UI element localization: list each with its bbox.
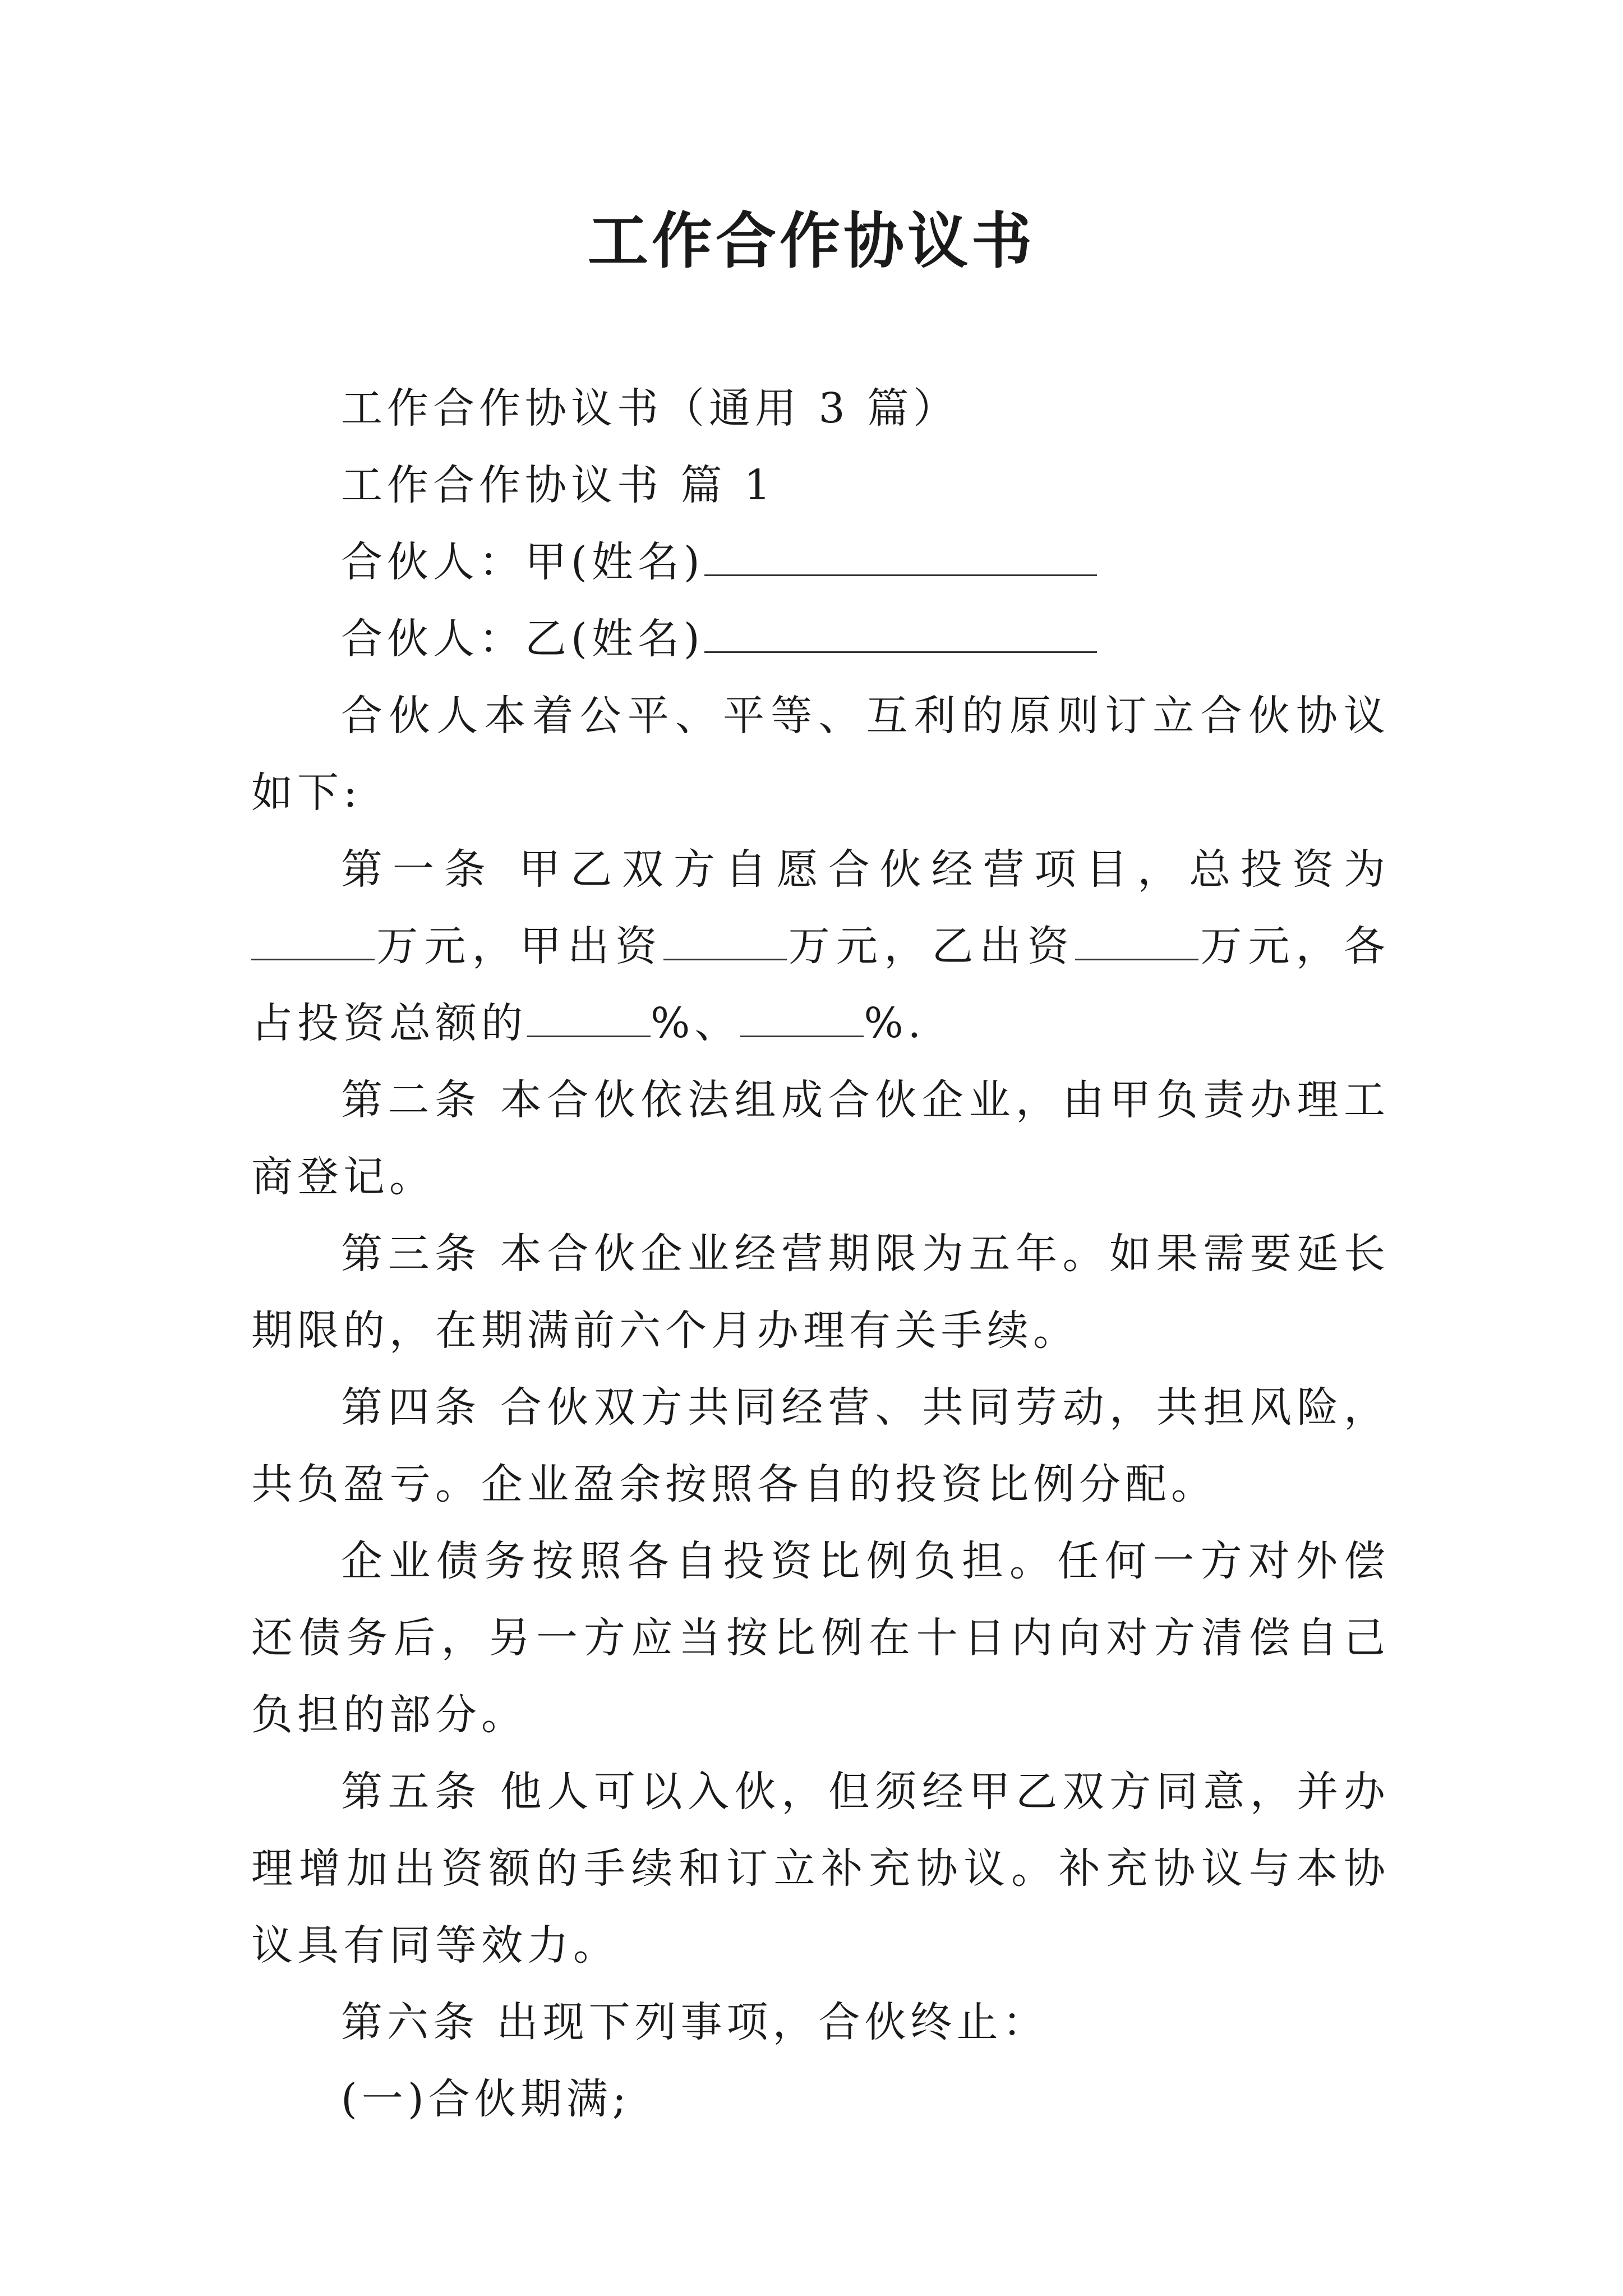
article-3-paragraph: 第三条 本合伙企业经营期限为五年。如果需要延长期限的，在期满前六个月办理有关手续。 [251, 1230, 1390, 1355]
party-b-share-blank [740, 1002, 864, 1037]
article-2-paragraph: 第二条 本合伙依法组成合伙企业，由甲负责办理工商登记。 [251, 1076, 1390, 1201]
document-title: 工作合作协议书 [587, 206, 1035, 277]
article-5-paragraph: 第五条 他人可以入伙，但须经甲乙双方同意，并办理增加出资额的手续和订立补充协议。补充协议与本协议具有同等效力。 [251, 1768, 1390, 1970]
article-4-paragraph: 第四条 合伙双方共同经营、共同劳动，共担风险，共负盈亏。企业盈余按照各自的投资比例分配。 [251, 1383, 1390, 1508]
chapter-text: 工作合作协议书 篇 1 [341, 461, 776, 509]
partner-a-blank [704, 541, 1097, 576]
article-1-text-c: 万元，乙出资 [786, 922, 1076, 970]
document-body [251, 370, 1390, 2138]
party-b-investment-blank [1075, 925, 1198, 960]
article-6-paragraph: 第六条 出现下列事项，合伙终止： [341, 1998, 1049, 2046]
intro-paragraph [251, 678, 1390, 831]
subtitle-text: 工作合作协议书（通用 3 篇） [341, 384, 960, 432]
party-a-share-blank [527, 1002, 651, 1037]
partner-b-blank [704, 618, 1097, 653]
total-investment-blank [251, 925, 375, 960]
partner-a-label: 合伙人：甲(姓名) [341, 538, 704, 586]
partner-a-line [251, 524, 1390, 601]
partner-b-line [251, 601, 1390, 678]
article-1-text-d: 万元，各占投资总额的 [251, 922, 1390, 1047]
debt-paragraph: 企业债务按照各自投资比例负担。任何一方对外偿还债务后，另一方应当按比例在十日内向对方清偿自己负担的部分。 [251, 1537, 1390, 1739]
article-1-text-f: %. [864, 999, 926, 1047]
partner-b-label: 合伙人：乙(姓名) [341, 615, 704, 663]
chapter-heading [251, 447, 1390, 524]
party-a-investment-blank [663, 925, 787, 960]
article-1-paragraph [251, 831, 1390, 1062]
article-1-text-e: %、 [651, 999, 741, 1047]
article-6-item-1: (一)合伙期满; [341, 2075, 631, 2123]
article-1-text-a: 第一条 甲乙双方自愿合伙经营项目，总投资为 [341, 845, 1390, 894]
subtitle-paragraph [251, 370, 1390, 447]
article-1-text-b: 万元，甲出资 [375, 922, 663, 970]
intro-text: 合伙人本着公平、平等、互利的原则订立合伙协议如下: [251, 692, 1390, 817]
